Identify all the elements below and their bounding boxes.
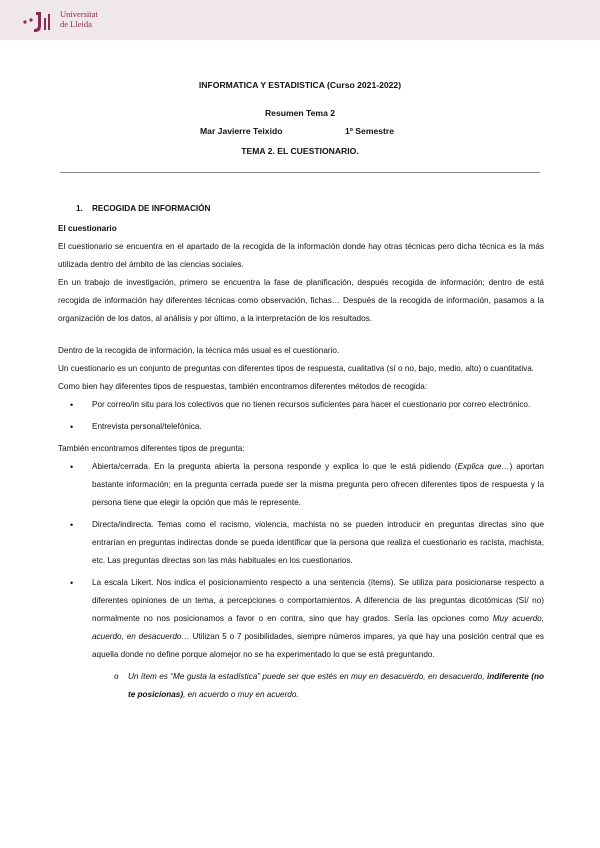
list-item bbox=[92, 574, 544, 664]
university-name-line1: Universitat bbox=[60, 9, 98, 19]
semester-label: 1º Semestre bbox=[345, 126, 395, 136]
item-text: En la pregunta abierta la persona responde y explica lo que le está pidiendo ( bbox=[150, 462, 458, 471]
list-item: • Entrevista personal/telefónica. bbox=[92, 418, 544, 436]
list-item bbox=[92, 458, 544, 512]
tema-heading: TEMA 2. EL CUESTIONARIO. bbox=[241, 146, 359, 156]
paragraph-2: En un trabajo de investigación, primero se encuentra la fase de planificación, después recogida de información; dentro de está recogida de información hay diferentes técnicas como observación, fichas… Después de la recogida de información, pasamos a la organización de los datos, al análisis y por último, a la interpretación de los resultados. bbox=[58, 278, 544, 323]
item-label: Abierta/cerrada. bbox=[92, 462, 151, 471]
document-subtitle: Resumen Tema 2 bbox=[264, 108, 336, 118]
list-item: • Por correo/in situ para los colectivos que no tienen recursos suficientes para hacer el cuestionario por correo electrónico. bbox=[92, 396, 544, 414]
item-text-end: Utilizan 5 o 7 posibilidades, siempre números impares, ya que hay una posición central que es aquella donde no define porque alomejor no se ha experimentado lo que se está preguntando. bbox=[92, 632, 544, 659]
university-logo bbox=[14, 6, 134, 36]
item-italic: Explica que… bbox=[457, 462, 510, 471]
item-text: Nos indica el posicionamiento respecto a una sentencia (ítems). Se utiliza para posicionarse respecto a diferentes opiniones de un tema, a percepciones o comportamientos. A diferencia de las preguntas dicotómicas (Sí/ no) normalmente no nos posicionamos a favor o en contra, sino que hay grados. Sería las opciones como bbox=[92, 578, 545, 623]
item-text: Temas como el racismo, violencia, machista no se pueden introducir en preguntas directas sino que entrarían en preguntas indirectas donde se pueda identificar que la persona que realiza el cuestionario es racista, machista, etc. Las preguntas directas son las más habituales en los cuestionarios. bbox=[92, 520, 544, 565]
section-title: RECOGIDA DE INFORMACIÓN bbox=[92, 204, 211, 213]
item-text-end: ) aportan bastante información; en la pregunta cerrada puede ser la misma pregunta pero ofrecen diferentes tipos de respuesta y la persona tiene que elegir la opción que más le represente. bbox=[92, 462, 544, 507]
paragraph-5: Como bien hay diferentes tipos de respuestas, también encontramos diferentes métodos de recogida: bbox=[58, 382, 428, 391]
university-emblem-icon bbox=[20, 8, 54, 34]
paragraph-3: Dentro de la recogida de información, la técnica más usual es el cuestionario. bbox=[58, 346, 340, 355]
item-label: Directa/indirecta. bbox=[92, 520, 154, 529]
author-name: Mar Javierre Teixido bbox=[200, 126, 283, 136]
likert-example-list bbox=[58, 668, 544, 704]
header-band bbox=[0, 0, 600, 40]
subsection-heading: El cuestionario bbox=[58, 224, 117, 233]
example-text-end: , en acuerdo o muy en acuerdo. bbox=[183, 690, 299, 699]
methods-list bbox=[58, 396, 544, 436]
item-label: La escala Likert. bbox=[92, 578, 154, 587]
paragraph-4: Un cuestionario es un conjunto de preguntas con diferentes tipos de respuesta, cualitativa (sí o no, bajo, medio, alto) o cuantitativa. bbox=[58, 364, 535, 373]
example-bold: indiferente (no te posicionas) bbox=[128, 672, 544, 699]
university-name bbox=[60, 9, 98, 29]
item-italic: Muy acuerdo, acuerdo, en desacuerdo… bbox=[92, 614, 544, 641]
university-name-line2: de Lleida bbox=[60, 19, 92, 29]
example-text: Un ítem es “Me gusta la estadística” puede ser que estés en muy en desacuerdo, en desacuerdo, bbox=[128, 672, 487, 681]
list-item bbox=[92, 516, 544, 570]
list-item bbox=[128, 668, 544, 704]
section-heading bbox=[58, 200, 544, 218]
question-types-list bbox=[58, 458, 544, 664]
header-divider bbox=[60, 172, 540, 173]
paragraph-1: El cuestionario se encuentra en el apartado de la recogida de la información donde hay otras técnicas pero dicha técnica es la más utilizada dentro del ámbito de las ciencias sociales. bbox=[58, 242, 544, 269]
document-title: INFORMATICA Y ESTADISTICA (Curso 2021-2022) bbox=[198, 80, 402, 90]
paragraph-6: También encontramos diferentes tipos de pregunta: bbox=[58, 444, 245, 453]
document-body bbox=[58, 200, 544, 704]
section-number: 1. bbox=[76, 204, 83, 213]
